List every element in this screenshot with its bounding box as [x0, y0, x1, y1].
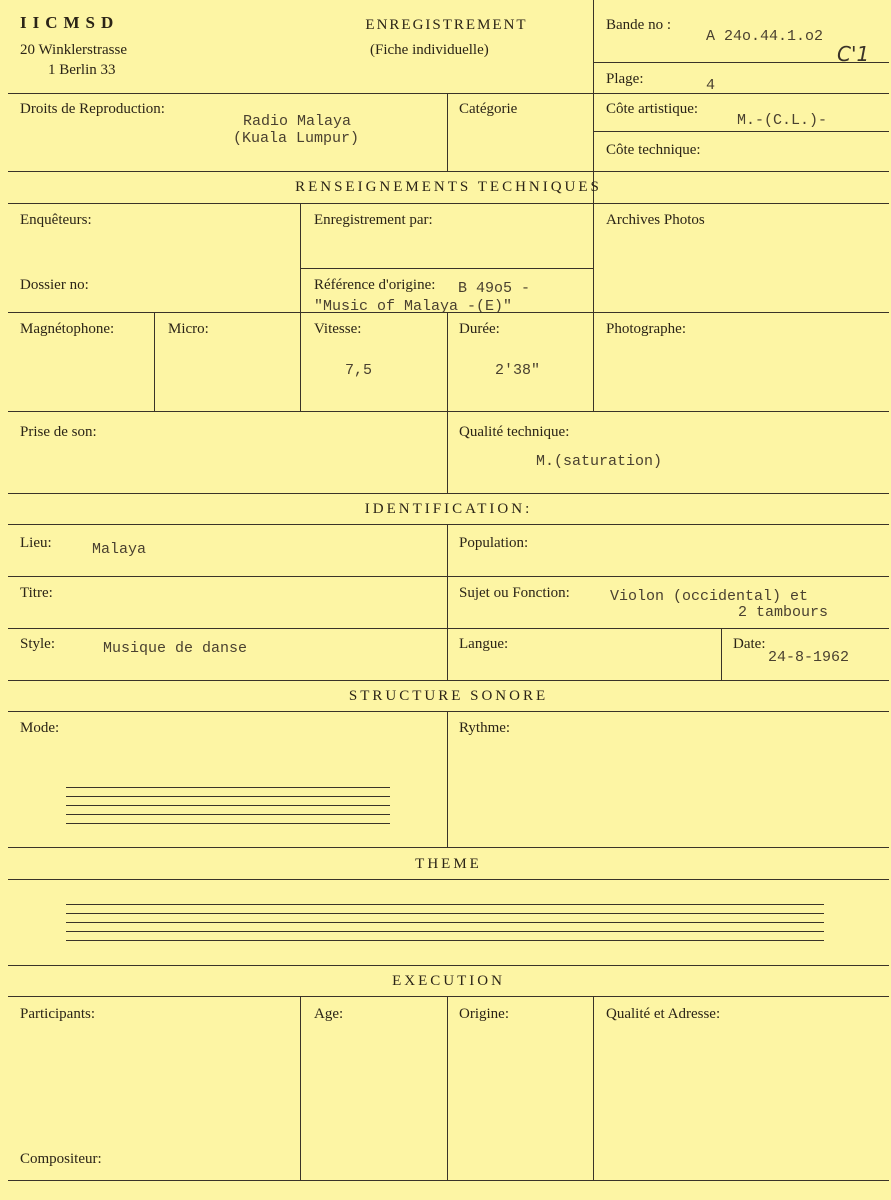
sujet-value-line1: Violon (occidental) et	[610, 588, 809, 605]
population-label: Population:	[459, 535, 529, 551]
form-subtitle: (Fiche individuelle)	[370, 42, 489, 58]
rythme-label: Rythme:	[459, 720, 511, 736]
rule	[447, 996, 448, 1180]
cote-artistique-label: Côte artistique:	[606, 101, 699, 117]
qualite-technique-label: Qualité technique:	[459, 424, 570, 440]
rule	[8, 524, 889, 525]
section-execution: EXECUTION	[392, 973, 505, 989]
rule	[300, 268, 593, 269]
rule	[300, 203, 301, 411]
section-techniques: RENSEIGNEMENTS TECHNIQUES	[295, 179, 602, 195]
dossier-no-label: Dossier no:	[20, 277, 89, 293]
date-value: 24-8-1962	[768, 649, 850, 666]
rule	[593, 131, 889, 132]
age-label: Age:	[314, 1006, 344, 1022]
rule	[8, 576, 889, 577]
rule	[8, 171, 889, 172]
qualite-technique-value: M.(saturation)	[536, 453, 663, 470]
droits-value-line1: Radio Malaya	[243, 113, 352, 130]
section-structure: STRUCTURE SONORE	[348, 688, 549, 704]
droits-value-line2: (Kuala Lumpur)	[233, 130, 360, 147]
reference-value-line2: "Music of Malaya -(E)"	[314, 298, 513, 312]
address-line2: 1 Berlin 33	[48, 62, 116, 78]
org-logo: IICMSD	[20, 13, 120, 32]
rule	[593, 203, 594, 411]
rule	[8, 680, 889, 681]
droits-label: Droits de Reproduction:	[20, 101, 165, 117]
micro-label: Micro:	[168, 321, 209, 337]
compositeur-label: Compositeur:	[20, 1151, 102, 1167]
rule	[8, 203, 889, 204]
bande-value: A 24o.44.1.o2	[706, 28, 824, 45]
langue-label: Langue:	[459, 636, 509, 652]
archives-photos-label: Archives Photos	[606, 212, 705, 228]
rule	[447, 524, 448, 680]
rule	[447, 312, 448, 493]
style-label: Style:	[20, 636, 56, 652]
address-line1: 20 Winklerstrasse	[20, 42, 128, 58]
rule	[447, 711, 448, 847]
lieu-value: Malaya	[92, 541, 147, 558]
qualite-adresse-label: Qualité et Adresse:	[606, 1006, 721, 1022]
sujet-value-line2: 2 tambours	[738, 604, 829, 621]
cote-artistique-value: M.-(C.L.)-	[737, 112, 828, 129]
section-identification: IDENTIFICATION:	[364, 501, 533, 517]
rule	[154, 312, 155, 411]
sujet-label: Sujet ou Fonction:	[459, 585, 570, 601]
bande-handwritten: C'1	[837, 42, 870, 66]
rule	[721, 628, 722, 680]
prise-de-son-label: Prise de son:	[20, 424, 97, 440]
lieu-label: Lieu:	[20, 535, 52, 551]
cote-technique-label: Côte technique:	[606, 142, 701, 158]
reference-value: B 49o5 -	[458, 280, 531, 297]
duree-value: 2'38"	[495, 362, 541, 379]
vitesse-label: Vitesse:	[314, 321, 362, 337]
participants-label: Participants:	[20, 1006, 95, 1022]
rule	[8, 965, 889, 966]
vitesse-value: 7,5	[345, 362, 373, 379]
rule	[593, 0, 594, 203]
photographe-label: Photographe:	[606, 321, 686, 337]
enregistrement-par-label: Enregistrement par:	[314, 212, 433, 228]
rule	[8, 312, 889, 313]
style-value: Musique de danse	[103, 640, 248, 657]
mode-label: Mode:	[20, 720, 60, 736]
rule	[447, 93, 448, 171]
rule	[8, 411, 889, 412]
origine-label: Origine:	[459, 1006, 509, 1022]
reference-label: Référence d'origine:	[314, 277, 436, 293]
date-label: Date:	[733, 636, 766, 652]
categorie-label: Catégorie	[459, 101, 518, 117]
plage-value: 4	[706, 77, 716, 94]
rule	[8, 996, 889, 997]
bande-label: Bande no :	[606, 17, 671, 33]
rule	[8, 493, 889, 494]
rule	[8, 1180, 889, 1181]
rule	[593, 996, 594, 1180]
plage-label: Plage:	[606, 71, 644, 87]
rule	[8, 847, 889, 848]
rule	[8, 628, 889, 629]
enqueteurs-label: Enquêteurs:	[20, 212, 92, 228]
rule	[8, 711, 889, 712]
rule	[8, 879, 889, 880]
rule	[300, 996, 301, 1180]
titre-label: Titre:	[20, 585, 53, 601]
duree-label: Durée:	[459, 321, 500, 337]
form-title: ENREGISTREMENT	[365, 17, 528, 33]
rule	[8, 93, 889, 94]
magnetophone-label: Magnétophone:	[20, 321, 115, 337]
section-theme: THEME	[415, 856, 482, 872]
